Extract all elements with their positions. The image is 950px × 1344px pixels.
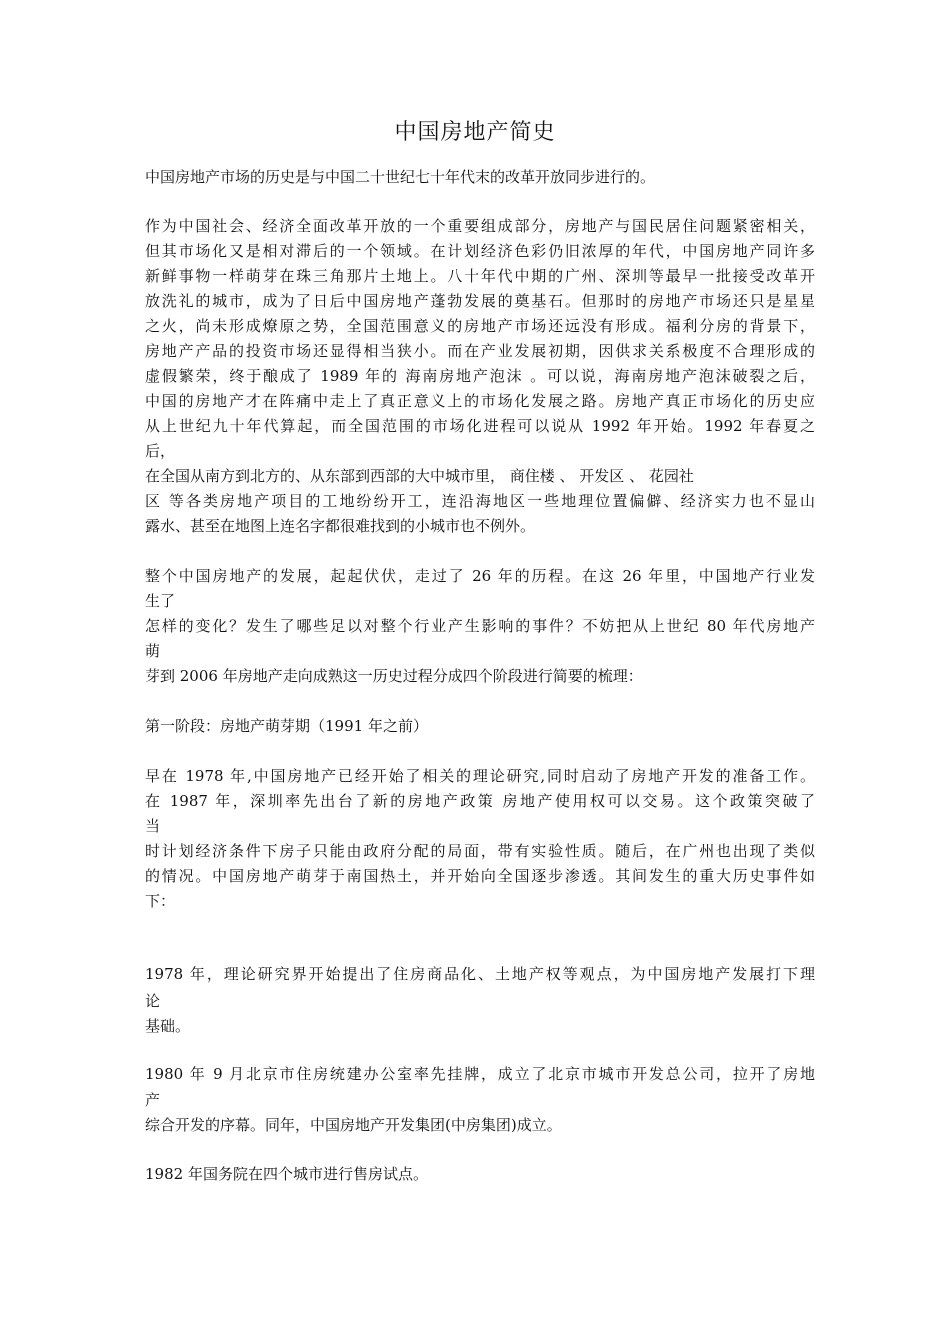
paragraph-line: 当 bbox=[145, 817, 161, 835]
event-line: 1980 年 9 月北京市住房统建办公室率先挂牌，成立了北京市城市开发总公司，拉开了房地 bbox=[145, 1065, 815, 1083]
event-line: 产 bbox=[145, 1091, 161, 1109]
paragraph-line: 之火，尚未形成燎原之势，全国范围意义的房地产市场还远没有形成。福利分房的背景下， bbox=[145, 317, 815, 335]
paragraph-line: 的情况。中国房地产萌芽于南国热土，并开始向全国逐步渗透。其间发生的重大历史事件如 bbox=[145, 867, 815, 885]
paragraph-line: 房地产产品的投资市场还显得相当狭小。而在产业发展初期，因供求关系极度不合理形成的 bbox=[145, 342, 815, 360]
paragraph-line: 芽到 2006 年房地产走向成熟这一历史过程分成四个阶段进行简要的梳理： bbox=[145, 667, 643, 685]
paragraph-line: 时计划经济条件下房子只能由政府分配的局面，带有实验性质。随后，在广州也出现了类似 bbox=[145, 842, 815, 860]
paragraph-line: 中国的房地产才在阵痛中走上了真正意义上的市场化发展之路。房地产真正市场化的历史应 bbox=[145, 392, 815, 410]
paragraph-line: 从上世纪九十年代算起，而全国范围的市场化进程可以说从 1992 年开始。1992 年春夏之 bbox=[145, 417, 815, 435]
event-line: 1982 年国务院在四个城市进行售房试点。 bbox=[145, 1165, 428, 1183]
paragraph-line: 区 等各类房地产项目的工地纷纷开工，连沿海地区一些地理位置偏僻、经济实力也不显山 bbox=[145, 492, 815, 510]
paragraph-line: 后， bbox=[145, 442, 176, 460]
paragraph-line: 生了 bbox=[145, 592, 176, 610]
paragraph-line: 中国房地产市场的历史是与中国二十世纪七十年代末的改革开放同步进行的。 bbox=[145, 168, 656, 186]
paragraph-line: 露水、甚至在地图上连名字都很难找到的小城市也不例外。 bbox=[145, 517, 536, 535]
paragraph-line: 在 1987 年，深圳率先出台了新的房地产政策 房地产使用权可以交易。这个政策突破了 bbox=[145, 792, 815, 810]
paragraph-line: 萌 bbox=[145, 642, 161, 660]
paragraph-line: 怎样的变化？发生了哪些足以对整个行业产生影响的事件？不妨把从上世纪 80 年代房地产 bbox=[145, 617, 815, 635]
event-line: 论 bbox=[145, 992, 161, 1010]
paragraph-line: 新鲜事物一样萌芽在珠三角那片土地上。八十年代中期的广州、深圳等最早一批接受改革开 bbox=[145, 267, 815, 285]
event-line: 综合开发的序幕。同年，中国房地产开发集团(中房集团)成立。 bbox=[145, 1116, 562, 1134]
paragraph-line: 整个中国房地产的发展，起起伏伏，走过了 26 年的历程。在这 26 年里，中国地产行业发 bbox=[145, 567, 815, 585]
paragraph-line: 放洗礼的城市，成为了日后中国房地产蓬勃发展的奠基石。但那时的房地产市场还只是星星 bbox=[145, 292, 815, 310]
event-line: 1978 年，理论研究界开始提出了住房商品化、土地产权等观点，为中国房地产发展打下理 bbox=[145, 965, 815, 983]
paragraph-line: 下： bbox=[145, 892, 176, 910]
paragraph-line: 虚假繁荣，终于酿成了 1989 年的 海南房地产泡沫 。可以说，海南房地产泡沫破裂之后， bbox=[145, 367, 815, 385]
paragraph-line: 但其市场化又是相对滞后的一个领域。在计划经济色彩仍旧浓厚的年代，中国房地产同许多 bbox=[145, 242, 815, 260]
paragraph-line: 作为中国社会、经济全面改革开放的一个重要组成部分，房地产与国民居住问题紧密相关， bbox=[145, 217, 815, 235]
paragraph-line: 早在 1978 年,中国房地产已经开始了相关的理论研究,同时启动了房地产开发的准备工作。 bbox=[145, 767, 815, 785]
paragraph-line: 在全国从南方到北方的、从东部到西部的大中城市里， 商住楼 、 开发区 、 花园社 bbox=[145, 467, 694, 485]
event-line: 基础。 bbox=[145, 1017, 191, 1035]
section-heading: 第一阶段：房地产萌芽期（1991 年之前） bbox=[145, 717, 428, 735]
document-title: 中国房地产简史 bbox=[394, 120, 556, 145]
